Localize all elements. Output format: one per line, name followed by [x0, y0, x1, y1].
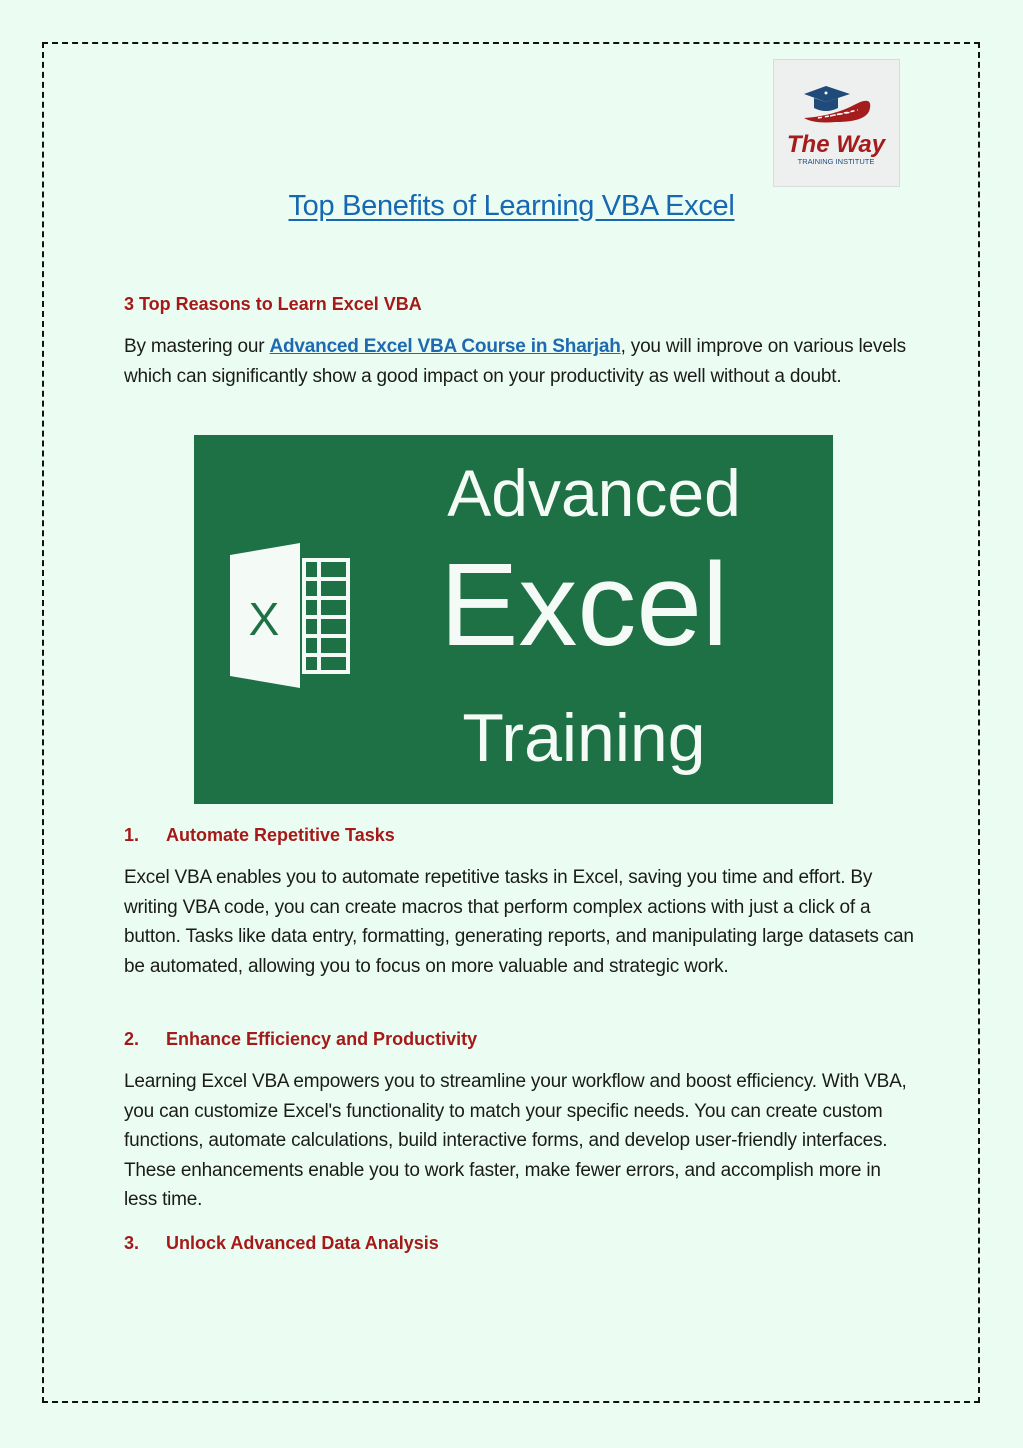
svg-text:X: X [248, 593, 280, 645]
intro-text-end: , you will improve on various levels which can significantly show a good impact on your productivity as well without a doubt. [124, 336, 906, 387]
svg-text:TRAINING INSTITUTE: TRAINING INSTITUTE [797, 157, 875, 166]
banner-line-advanced: Advanced [447, 456, 741, 530]
intro-paragraph [124, 332, 914, 391]
graduation-cap-road-icon [774, 60, 899, 186]
section-2-heading: 2. Enhance Efficiency and Productivity [124, 1029, 478, 1049]
document-title: Top Benefits of Learning VBA Excel [288, 190, 735, 222]
banner-line-training: Training [462, 700, 706, 776]
section-1-heading: 1. Automate Repetitive Tasks [124, 825, 395, 845]
section-3-heading: 3. Unlock Advanced Data Analysis [124, 1233, 439, 1253]
intro-text-start: By mastering our [124, 336, 270, 357]
excel-logo-icon [230, 543, 350, 688]
section-1-body: Excel VBA enables you to automate repetitive tasks in Excel, saving you time and effort. By writing VBA code, you can create macros that perform complex actions with just a click of a button. Tasks like data entry, formatting, generating reports, and manipulating large datasets can be automated, allowing you to focus on more valuable and strategic work. [124, 867, 914, 977]
advanced-excel-training-banner [194, 435, 833, 804]
the-way-logo [773, 59, 900, 187]
svg-text:The Way: The Way [786, 131, 886, 158]
banner-line-excel: Excel [439, 539, 729, 671]
section-2-body: Learning Excel VBA empowers you to streamline your workflow and boost efficiency. With VBA, you can customize Excel's functionality to match your specific needs. You can create custom functions, automate calculations, build interactive forms, and develop user-friendly interfaces. These enhancements enable you to work faster, make fewer errors, and accomplish more in less time. [124, 1071, 907, 1211]
intro-heading: 3 Top Reasons to Learn Excel VBA [124, 294, 422, 314]
course-link[interactable]: Advanced Excel VBA Course in Sharjah [269, 336, 621, 357]
